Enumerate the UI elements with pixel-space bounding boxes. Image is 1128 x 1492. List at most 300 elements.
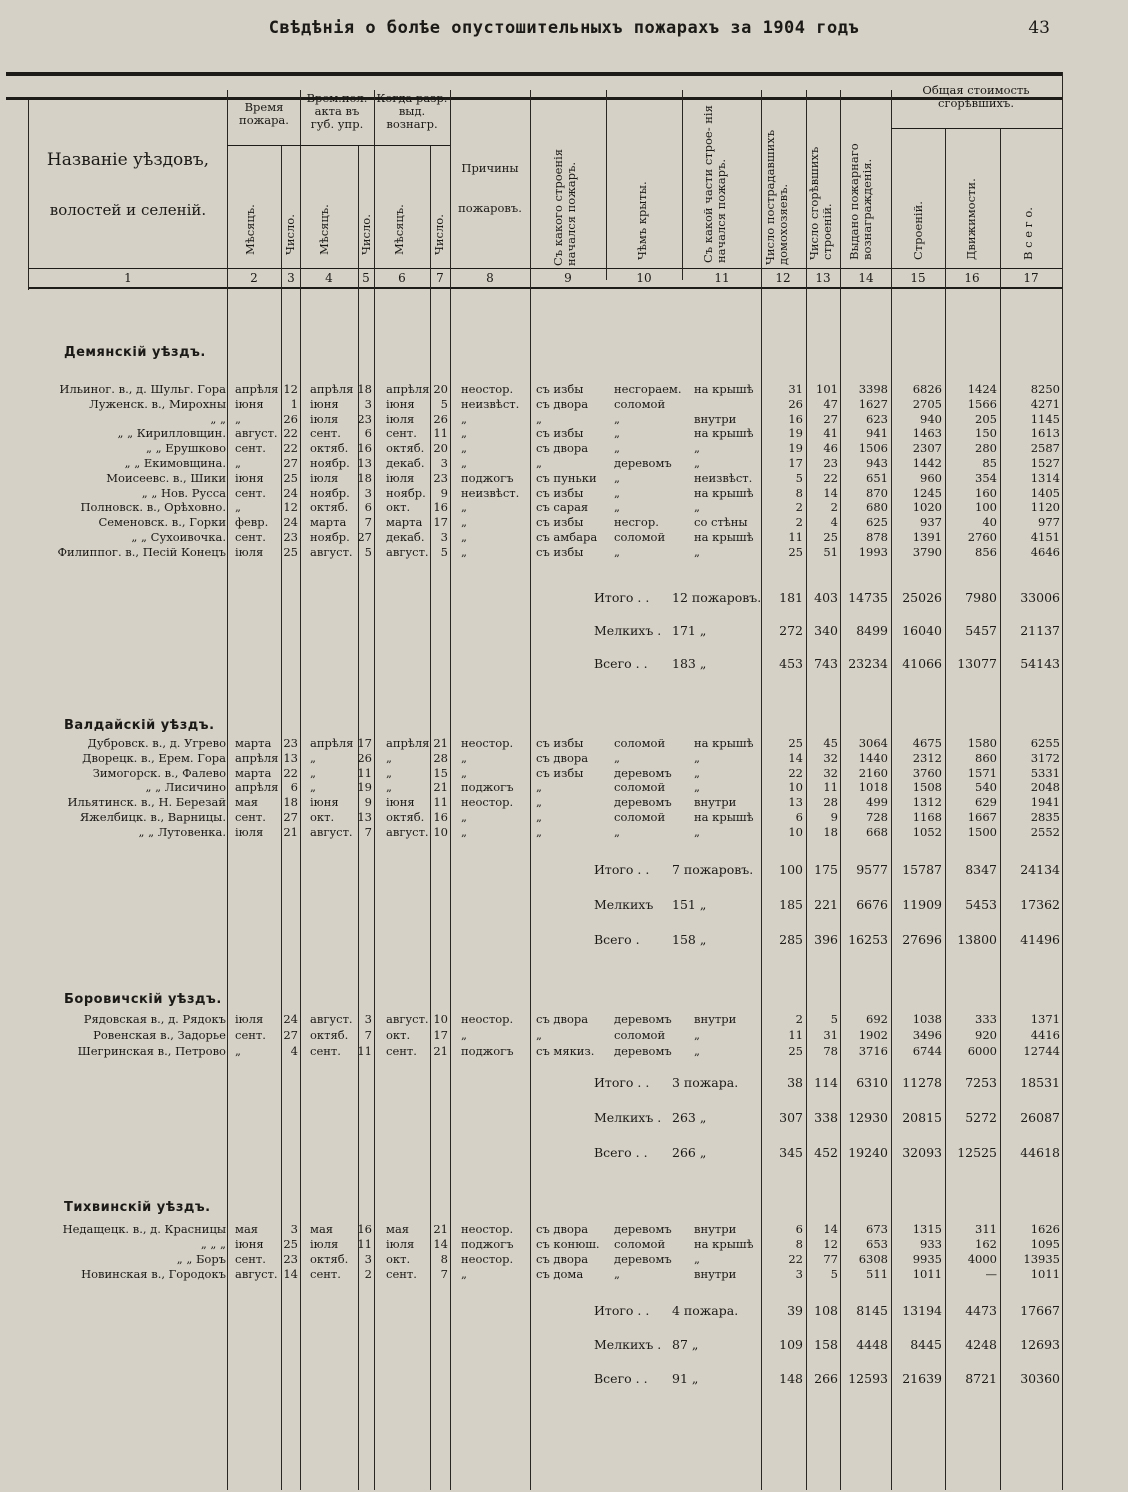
table-cell: сент.	[235, 441, 266, 456]
column-number: 16	[964, 271, 980, 285]
table-cell: „	[694, 750, 700, 765]
table-cell: Луженск. в., Мирохны	[89, 396, 226, 411]
table-cell: 11	[433, 795, 448, 810]
table-cell: 625	[866, 515, 888, 530]
table-cell: 11	[357, 765, 372, 780]
table-cell: съ избы	[536, 515, 584, 530]
header-building: Съ какого строенія начался пожаръ.	[551, 148, 578, 266]
table-cell: август.	[310, 1012, 353, 1026]
table-cell: 16	[357, 1222, 372, 1236]
column-number: 12	[775, 271, 791, 285]
total-value: 11909	[902, 897, 942, 912]
table-cell: „	[694, 544, 700, 559]
table-cell: 4416	[1030, 1028, 1060, 1042]
table-cell: 1120	[1030, 500, 1060, 515]
table-cell: 6308	[858, 1252, 888, 1266]
table-cell: 9	[830, 810, 838, 824]
total-value: 4473	[965, 1303, 997, 1318]
table-cell: 150	[975, 426, 997, 441]
table-cell: „ „	[210, 411, 226, 426]
table-cell: „	[614, 426, 620, 441]
table-cell: іюля	[310, 470, 339, 485]
table-row	[0, 766, 1128, 780]
table-cell: іюля	[235, 824, 264, 839]
table-cell: Дубровск. в., д. Угрево	[87, 736, 226, 750]
table-cell: „	[614, 411, 620, 426]
table-cell: 14	[823, 485, 838, 500]
total-value: 16040	[902, 623, 942, 638]
table-cell: сент.	[235, 1252, 266, 1266]
table-cell: „	[536, 795, 542, 810]
table-cell: 10	[788, 824, 803, 839]
total-value: 181	[779, 590, 803, 605]
table-cell: 1508	[912, 780, 942, 795]
table-cell: 23	[357, 411, 372, 426]
table-cell: мая	[235, 795, 259, 810]
total-value: 18531	[1020, 1075, 1060, 1090]
table-cell: „	[694, 441, 700, 456]
table-cell: 16	[433, 810, 448, 824]
total-count: 151 „	[672, 897, 707, 912]
table-cell: 4000	[967, 1252, 997, 1266]
cost-group-rule	[891, 128, 1062, 129]
total-value: 345	[779, 1145, 803, 1160]
table-cell: „	[614, 1267, 620, 1281]
table-cell: октяб.	[386, 810, 425, 824]
table-cell: сент.	[235, 485, 266, 500]
table-cell: 4675	[912, 736, 942, 750]
table-cell: 20	[433, 382, 448, 396]
table-cell: 2312	[912, 750, 942, 765]
table-cell: іюня	[235, 1237, 264, 1251]
table-cell: 623	[866, 411, 888, 426]
table-row	[0, 1012, 1128, 1026]
table-cell: 25	[283, 1237, 298, 1251]
total-value: 185	[779, 897, 803, 912]
total-count: 7 пожаровъ.	[672, 862, 754, 877]
table-row	[0, 426, 1128, 440]
table-cell: съ избы	[536, 544, 584, 559]
table-cell: 205	[975, 411, 997, 426]
total-value: 6676	[856, 897, 888, 912]
table-cell: 27	[283, 1028, 298, 1042]
total-label: Итого . .	[594, 590, 650, 605]
table-cell: „	[614, 500, 620, 515]
table-cell: 4646	[1030, 544, 1060, 559]
table-cell: февр.	[235, 515, 269, 530]
table-cell: сент.	[386, 426, 417, 441]
total-count: 263 „	[672, 1110, 707, 1125]
table-row	[0, 412, 1128, 426]
table-cell: 1941	[1030, 795, 1060, 810]
table-cell: 3496	[912, 1028, 942, 1042]
table-cell: 13	[283, 750, 298, 765]
total-value: 15787	[902, 862, 942, 877]
table-cell: 680	[866, 500, 888, 515]
district-name: Тихвинскій уѣздъ.	[64, 1200, 211, 1215]
total-count: 4 пожара.	[672, 1303, 739, 1318]
table-cell: 24	[283, 485, 298, 500]
table-cell: на крышѣ	[694, 530, 754, 544]
table-cell: 12	[283, 382, 298, 396]
total-value: 12525	[957, 1145, 997, 1160]
table-cell: 6	[364, 426, 372, 441]
table-cell: 16	[433, 500, 448, 515]
column-number: 7	[436, 271, 444, 285]
table-cell: сент.	[235, 810, 266, 824]
table-cell: съ пуньки	[536, 470, 597, 485]
total-label: Мелкихъ .	[594, 623, 662, 638]
total-value: 8499	[856, 623, 888, 638]
table-cell: 941	[866, 426, 888, 441]
total-value: 23234	[848, 656, 888, 671]
table-cell: 2048	[1030, 780, 1060, 795]
table-cell: съ мякиз.	[536, 1044, 595, 1058]
table-cell: 5	[830, 1267, 838, 1281]
table-cell: 653	[866, 1237, 888, 1251]
table-cell: окт.	[386, 1028, 411, 1042]
table-row	[0, 825, 1128, 839]
table-cell: 499	[866, 795, 888, 810]
table-cell: октяб.	[310, 1028, 349, 1042]
table-cell: „	[235, 1044, 241, 1058]
table-cell: 21	[433, 1044, 448, 1058]
table-cell: 6	[364, 500, 372, 515]
table-cell: август.	[235, 1267, 278, 1281]
table-cell: 354	[975, 470, 997, 485]
header-part: Съ какой части строе- нія начался пожаръ.	[701, 105, 728, 263]
table-cell: 1993	[858, 544, 888, 559]
table-cell: окт.	[386, 1252, 411, 1266]
header-burned-count: Число сгорѣвшихъ строеній.	[807, 146, 834, 260]
table-cell: 25	[823, 530, 838, 544]
table-cell: 12	[283, 500, 298, 515]
header-causes: Причины пожаровъ.	[458, 161, 522, 215]
table-cell: 19	[788, 426, 803, 441]
total-value: 21137	[1020, 623, 1060, 638]
table-cell: съ двора	[536, 1012, 589, 1026]
table-cell: марта	[386, 515, 423, 530]
table-cell: „	[694, 500, 700, 515]
table-cell: 24	[283, 1012, 298, 1026]
table-cell: іюля	[310, 1237, 339, 1251]
column-number: 3	[287, 271, 295, 285]
total-row	[0, 623, 1128, 639]
table-cell: съ избы	[536, 426, 584, 441]
table-cell: іюля	[310, 411, 339, 426]
table-cell: марта	[310, 515, 347, 530]
total-value: 7253	[965, 1075, 997, 1090]
total-value: 8145	[856, 1303, 888, 1318]
table-cell: 2	[795, 515, 803, 530]
table-cell: внутри	[694, 411, 737, 426]
table-cell: „	[614, 485, 620, 500]
table-cell: 3064	[858, 736, 888, 750]
total-value: 19240	[848, 1145, 888, 1160]
table-cell: 26	[788, 396, 803, 411]
total-value: 175	[814, 862, 838, 877]
table-cell: 162	[975, 1237, 997, 1251]
table-cell: 51	[823, 544, 838, 559]
total-row	[0, 1110, 1128, 1126]
table-cell: „ „ „	[200, 1237, 226, 1251]
table-cell: 11	[433, 426, 448, 441]
table-cell: неостор.	[461, 1252, 514, 1266]
table-cell: неостор.	[461, 795, 514, 810]
total-value: 38	[787, 1075, 803, 1090]
header-movables-cost: Движимости.	[964, 178, 978, 260]
table-row	[0, 1252, 1128, 1266]
total-label: Всего . .	[594, 656, 648, 671]
table-cell: 6000	[967, 1044, 997, 1058]
table-cell: 11	[823, 780, 838, 795]
table-cell: неизвѣст.	[461, 485, 520, 500]
table-cell: 77	[823, 1252, 838, 1266]
table-cell: „	[614, 750, 620, 765]
total-value: 21639	[902, 1371, 942, 1386]
table-cell: 18	[823, 824, 838, 839]
table-cell: 22	[788, 1252, 803, 1266]
table-cell: 1168	[912, 810, 942, 824]
table-cell: октяб.	[310, 1252, 349, 1266]
table-row	[0, 545, 1128, 559]
table-cell: 2	[795, 1012, 803, 1026]
table-cell: 1580	[967, 736, 997, 750]
total-value: 32093	[902, 1145, 942, 1160]
table-cell: Ровенская в., Задорье	[93, 1028, 226, 1042]
total-value: 11278	[902, 1075, 942, 1090]
table-cell: 1626	[1030, 1222, 1060, 1236]
table-cell: „	[694, 780, 700, 795]
table-row	[0, 1222, 1128, 1236]
table-cell: окт.	[310, 810, 335, 824]
table-cell: на крышѣ	[694, 426, 754, 441]
total-value: 41066	[902, 656, 942, 671]
table-cell: „ „ Лутовенка.	[138, 824, 226, 839]
table-cell: 16	[788, 411, 803, 426]
table-cell: 8	[440, 1252, 448, 1266]
total-label: Мелкихъ .	[594, 1337, 662, 1352]
total-label: Мелкихъ	[594, 897, 654, 912]
table-cell: „ „ Екимовщина.	[124, 456, 226, 470]
table-cell: „	[461, 765, 467, 780]
table-cell: „	[614, 824, 620, 839]
table-row	[0, 441, 1128, 455]
total-value: 39	[787, 1303, 803, 1318]
table-cell: ноябр.	[310, 456, 350, 470]
table-cell: 629	[975, 795, 997, 810]
table-cell: на крышѣ	[694, 485, 754, 500]
table-row	[0, 471, 1128, 485]
table-cell: 2307	[912, 441, 942, 456]
table-cell: 1442	[912, 456, 942, 470]
table-cell: 1314	[1030, 470, 1060, 485]
table-cell: 27	[357, 530, 372, 544]
table-cell: 4271	[1030, 396, 1060, 411]
header-month-1: Мѣсяцъ.	[243, 204, 257, 255]
table-cell: август.	[310, 544, 353, 559]
table-cell: внутри	[694, 1012, 737, 1026]
header-month-2: Мѣсяцъ.	[317, 204, 331, 255]
table-cell: 7	[440, 1267, 448, 1281]
table-cell: съ избы	[536, 736, 584, 750]
table-cell: 18	[283, 795, 298, 810]
table-cell: марта	[235, 765, 272, 780]
header-report-group: Врем.пол. акта въ губ. упр.	[306, 91, 368, 131]
table-cell: мая	[235, 1222, 259, 1236]
table-cell: 32	[823, 765, 838, 780]
table-cell: 1391	[912, 530, 942, 544]
table-cell: окт.	[386, 500, 411, 515]
table-cell: —	[985, 1267, 997, 1281]
table-cell: 20	[433, 441, 448, 456]
table-cell: 25	[788, 544, 803, 559]
column-number: 4	[325, 271, 333, 285]
table-cell: іюля	[386, 470, 415, 485]
table-cell: 3	[440, 456, 448, 470]
table-cell: 47	[823, 396, 838, 411]
table-cell: іюня	[386, 396, 415, 411]
table-cell: „	[536, 824, 542, 839]
table-cell: соломой	[614, 396, 666, 411]
table-cell: на крышѣ	[694, 810, 754, 824]
table-cell: апрѣля	[310, 736, 354, 750]
table-cell: „	[694, 1028, 700, 1042]
table-cell: внутри	[694, 1267, 737, 1281]
table-cell: 27	[283, 456, 298, 470]
table-cell: съ избы	[536, 485, 584, 500]
table-cell: 1	[290, 396, 298, 411]
table-cell: несгор.	[614, 515, 659, 530]
table-cell: август.	[386, 1012, 429, 1026]
table-cell: 26	[433, 411, 448, 426]
total-value: 9577	[856, 862, 888, 877]
table-cell: „	[386, 780, 392, 795]
table-cell: поджогъ	[461, 470, 514, 485]
table-row	[0, 382, 1128, 396]
table-row	[0, 397, 1128, 411]
table-cell: ноябр.	[310, 485, 350, 500]
table-cell: 40	[982, 515, 997, 530]
total-value: 12693	[1020, 1337, 1060, 1352]
table-cell: 11	[788, 1028, 803, 1042]
table-cell: съ двора	[536, 1222, 589, 1236]
table-cell: „	[461, 544, 467, 559]
total-label: Всего .	[594, 932, 640, 947]
table-cell: 1667	[967, 810, 997, 824]
table-cell: ноябр.	[310, 530, 350, 544]
total-row	[0, 1337, 1128, 1353]
table-cell: „	[694, 765, 700, 780]
table-cell: соломой	[614, 780, 666, 795]
total-value: 108	[814, 1303, 838, 1318]
total-value: 12930	[848, 1110, 888, 1125]
table-cell: „	[536, 810, 542, 824]
table-cell: 3	[290, 1222, 298, 1236]
header-total-group: Общая стоимость сгорѣвшихъ.	[922, 83, 1030, 110]
header-reward-group: Когда разр. выд. вознагр.	[376, 91, 448, 131]
table-cell: „	[461, 1267, 467, 1281]
table-cell: 31	[823, 1028, 838, 1042]
table-cell: деревомъ	[614, 795, 672, 810]
table-cell: 25	[788, 1044, 803, 1058]
total-row	[0, 862, 1128, 878]
table-cell: 1566	[967, 396, 997, 411]
table-cell: апрѣля	[386, 382, 430, 396]
table-cell: 10	[788, 780, 803, 795]
table-cell: 13935	[1023, 1252, 1060, 1266]
table-cell: мая	[386, 1222, 410, 1236]
table-cell: „	[461, 824, 467, 839]
header-bottom-rule	[28, 268, 1062, 269]
table-cell: 1405	[1030, 485, 1060, 500]
table-cell: 1506	[858, 441, 888, 456]
table-cell: 6744	[912, 1044, 942, 1058]
total-value: 25026	[902, 590, 942, 605]
total-value: 338	[814, 1110, 838, 1125]
table-cell: 22	[283, 765, 298, 780]
table-cell: Зимогорск. в., Фалево	[92, 765, 226, 780]
table-cell: 21	[433, 1222, 448, 1236]
total-value: 41496	[1020, 932, 1060, 947]
total-value: 13800	[957, 932, 997, 947]
table-cell: 668	[866, 824, 888, 839]
table-cell: 45	[823, 736, 838, 750]
table-cell: 7	[364, 1028, 372, 1042]
total-value: 158	[814, 1337, 838, 1352]
total-value: 5457	[965, 623, 997, 638]
table-cell: 13	[357, 456, 372, 470]
table-cell: 870	[866, 485, 888, 500]
table-cell: поджогъ	[461, 1237, 514, 1251]
table-cell: неизвѣст.	[461, 396, 520, 411]
total-label: Итого . .	[594, 1303, 650, 1318]
table-cell: „	[614, 544, 620, 559]
table-cell: соломой	[614, 1028, 666, 1042]
total-value: 54143	[1020, 656, 1060, 671]
table-cell: август.	[310, 824, 353, 839]
header-reward-paid: Выдано пожарнаго вознагражденія.	[847, 143, 874, 260]
table-cell: Яжелбицк. в., Варницы.	[79, 810, 226, 824]
table-cell: 23	[823, 456, 838, 470]
column-number: 2	[250, 271, 258, 285]
table-cell: 2552	[1030, 824, 1060, 839]
table-cell: 960	[920, 470, 942, 485]
table-cell: 1145	[1030, 411, 1060, 426]
column-number: 17	[1023, 271, 1039, 285]
total-count: 87 „	[672, 1337, 699, 1352]
total-value: 452	[814, 1145, 838, 1160]
total-count: 266 „	[672, 1145, 707, 1160]
total-label: Итого . .	[594, 862, 650, 877]
table-cell: „	[461, 456, 467, 470]
table-cell: „	[461, 411, 467, 426]
table-cell: 1038	[912, 1012, 942, 1026]
table-cell: 6826	[912, 382, 942, 396]
table-cell: „	[386, 750, 392, 765]
table-cell: соломой	[614, 810, 666, 824]
table-cell: „	[235, 456, 241, 470]
table-cell: 3	[364, 396, 372, 411]
table-cell: 3	[364, 1252, 372, 1266]
table-cell: 1500	[967, 824, 997, 839]
table-cell: 856	[975, 544, 997, 559]
table-row	[0, 780, 1128, 794]
table-cell: 41	[823, 426, 838, 441]
table-cell: 2587	[1030, 441, 1060, 456]
total-value: 403	[814, 590, 838, 605]
column-number: 1	[124, 271, 132, 285]
